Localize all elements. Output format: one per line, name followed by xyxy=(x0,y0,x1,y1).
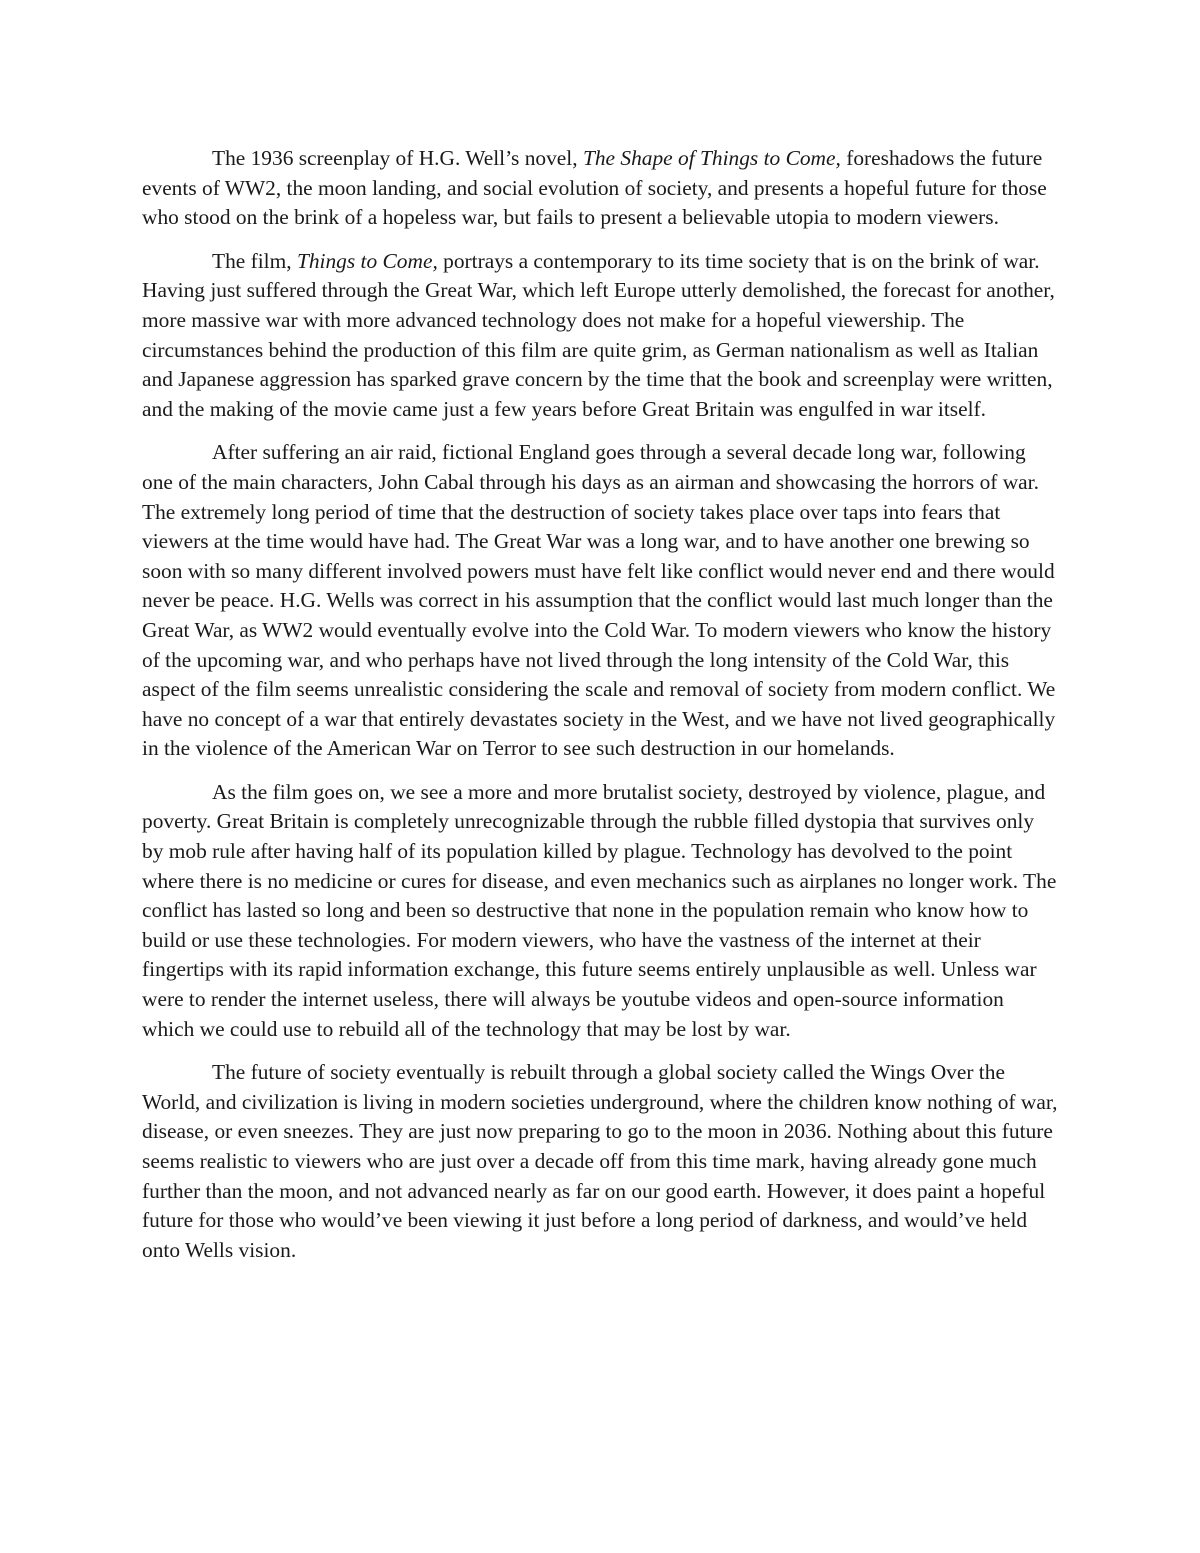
paragraph-1 xyxy=(142,144,1060,233)
paragraph-3: After suffering an air raid, fictional England goes through a several decade long war, following one of the main characters, John Cabal through his days as an airman and showcasing the horrors of war. The extremely long period of time that the destruction of society takes place over taps into fears that viewers at the time would have had. The Great War was a long war, and to have another one brewing so soon with so many different involved powers must have felt like conflict would never end and there would never be peace. H.G. Wells was correct in his assumption that the conflict would last much longer than the Great War, as WW2 would eventually evolve into the Cold War. To modern viewers who know the history of the upcoming war, and who perhaps have not lived through the long intensity of the Cold War, this aspect of the film seems unrealistic considering the scale and removal of society from modern conflict. We have no concept of a war that entirely devastates society in the West, and we have not lived geographically in the violence of the American War on Terror to see such destruction in our homelands. xyxy=(142,440,1056,761)
paragraph-1-text-start: The 1936 screenplay of H.G. Well’s novel, xyxy=(212,146,583,170)
paragraph-1-text-end: foreshadows the future events of WW2, the moon landing, and social evolution of society, and presents a hopeful future for those who stood on the brink of a hopeless war, but fails to present a believable utopia to modern viewers. xyxy=(142,146,1047,230)
paragraph-5: The future of society eventually is rebuilt through a global society called the Wings Over the World, and civilization is living in modern societies underground, where the children know nothing of war, disease, or even sneezes. They are just now preparing to go to the moon in 2036. Nothing about this future seems realistic to viewers who are just over a decade off from this time mark, having already gone much further than the moon, and not advanced nearly as far on our good earth. However, it does paint a hopeful future for those who would’ve been viewing it just before a long period of darkness, and would’ve held onto Wells vision. xyxy=(142,1060,1058,1262)
essay-body xyxy=(142,144,1060,1279)
paragraph-4: As the film goes on, we see a more and more brutalist society, destroyed by violence, plague, and poverty. Great Britain is completely unrecognizable through the rubble filled dystopia that survives only by mob rule after having half of its population killed by plague. Technology has devolved to the point where there is no medicine or cures for disease, and even mechanics such as airplanes no longer work. The conflict has lasted so long and been so destructive that none in the population remain who know how to build or use these technologies. For modern viewers, who have the vastness of the internet at their fingertips with its rapid information exchange, this future seems entirely unplausible as well. Unless war were to render the internet useless, there will always be youtube videos and open-source information which we could use to rebuild all of the technology that may be lost by war. xyxy=(142,779,1057,1041)
film-title-italic: Things to Come, xyxy=(296,248,438,273)
paragraph-2-text-start: The film, xyxy=(212,248,297,273)
paragraph-2-text-end: portrays a contemporary to its time society that is on the brink of war. Having just suffered through the Great War, which left Europe utterly demolished, the forecast for another, more massive war with more advanced technology does not make for a hopeful viewership. The circumstances behind the production of this film are quite grim, as German nationalism as well as Italian and Japanese aggression has sparked grave concern by the time that the book and screenplay were written, and the making of the movie came just a few years before Great Britain was engulfed in war itself. xyxy=(142,248,1055,421)
book-title-italic: The Shape of Things to Come, xyxy=(582,146,841,170)
paragraph-2 xyxy=(142,247,1060,425)
